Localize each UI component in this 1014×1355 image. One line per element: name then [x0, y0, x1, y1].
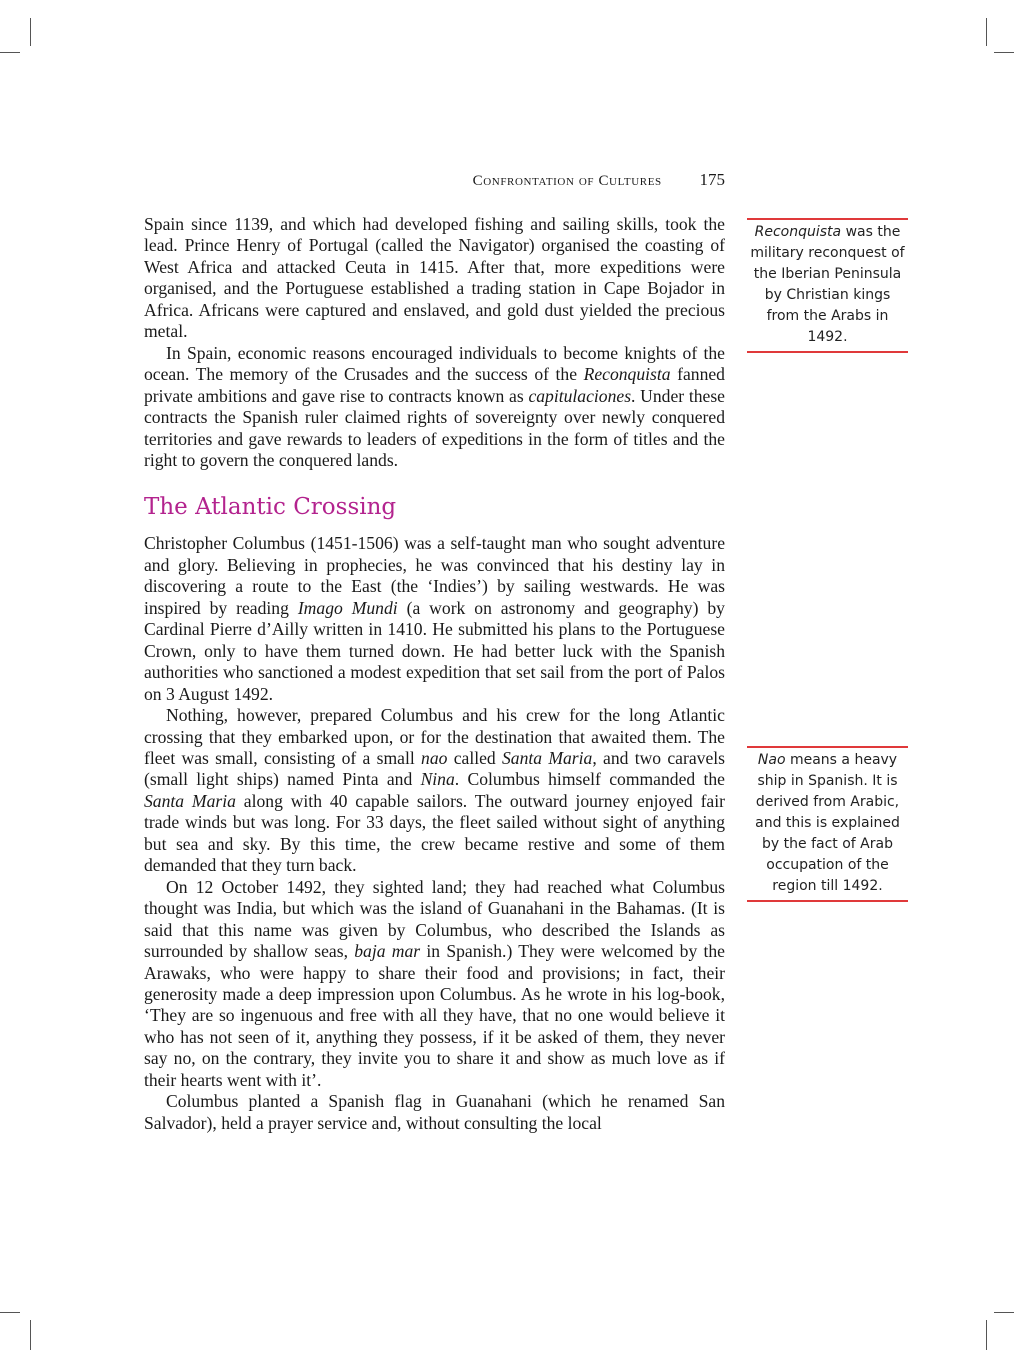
- paragraph: On 12 October 1492, they sighted land; they had reached what Columbus thought was India, but which was the island of Guanahani in the Bahamas. (It is said that this name was given by Columbus, who described the Islands as surrounded by shallow seas, baja mar in Spanish.) They were welcomed by the Arawaks, who were happy to share their food and provisions; in fact, their generosity made a deep impression upon Columbus. As he wrote in his log-book, ‘They are so ingenuous and free with all they have, that no one would believe it who has not seen of it, anything they possess, if it be asked of them, they never say no, on the contrary, they invite you to share it and show as much love as if their hearts went with it’.: [144, 876, 725, 1090]
- main-text: [144, 214, 725, 1134]
- paragraph: In Spain, economic reasons encouraged individuals to become knights of the ocean. The memory of the Crusades and the success of the Reconquista fanned private ambitions and gave rise to contracts known as capitulaciones. Under these contracts the Spanish ruler claimed rights of sovereignty over newly conquered territories and gave rewards to leaders of expeditions in the form of titles and the right to govern the conquered lands.: [144, 342, 725, 470]
- paragraph: Columbus planted a Spanish flag in Guanahani (which he renamed San Salvador), held a prayer service and, without consulting the local: [144, 1091, 725, 1133]
- sidenote-reconquista: Reconquista was the military reconquest of the Iberian Peninsula by Christian kings from the Arabs in 1492.: [747, 218, 908, 353]
- crop-mark: [986, 18, 987, 46]
- crop-mark: [994, 52, 1014, 53]
- crop-mark: [30, 18, 31, 46]
- chapter-title: Confrontation of Cultures: [472, 173, 662, 189]
- paragraph: Spain since 1139, and which had developed fishing and sailing skills, took the lead. Prince Henry of Portugal (called the Navigator) organised the coasting of West Africa and attacked Ceuta in 1415. After that, more expeditions were organised, and the Portuguese established a trading station in Cape Bojador in Africa. Africans were captured and enslaved, and gold dust yielded the precious metal.: [144, 214, 725, 342]
- paragraph: Christopher Columbus (1451-1506) was a self-taught man who sought adventure and glory. Believing in prophecies, he was convinced that his destiny lay in discovering a route to the East (the ‘Indies’) by sailing westwards. He was inspired by reading Imago Mundi (a work on astronomy and geography) by Cardinal Pierre d’Ailly written in 1410. He submitted his plans to the Portuguese Crown, only to have them turned down. He had better luck with the Spanish authorities who sanctioned a modest expedition that set sail from the port of Palos on 3 August 1492.: [144, 533, 725, 704]
- crop-mark: [0, 52, 20, 53]
- crop-mark: [994, 1312, 1014, 1313]
- page-number: 175: [699, 170, 725, 189]
- crop-mark: [0, 1312, 20, 1313]
- crop-mark: [30, 1320, 31, 1350]
- crop-mark: [986, 1320, 987, 1350]
- sidenote-nao: Nao means a heavy ship in Spanish. It is derived from Arabic, and this is explained by the fact of Arab occupation of the region till 1492.: [747, 746, 908, 902]
- section-heading: The Atlantic Crossing: [144, 494, 397, 521]
- running-header: [420, 170, 725, 190]
- paragraph: Nothing, however, prepared Columbus and his crew for the long Atlantic crossing that they embarked upon, or for the destination that awaited them. The fleet was small, consisting of a small nao called Santa Maria, and two caravels (small light ships) named Pinta and Nina. Columbus himself commanded the Santa Maria along with 40 capable sailors. The outward journey enjoyed fair trade winds but was long. For 33 days, the fleet sailed without sight of anything but sea and sky. By this time, the crew became restive and some of them demanded that they turn back.: [144, 705, 725, 876]
